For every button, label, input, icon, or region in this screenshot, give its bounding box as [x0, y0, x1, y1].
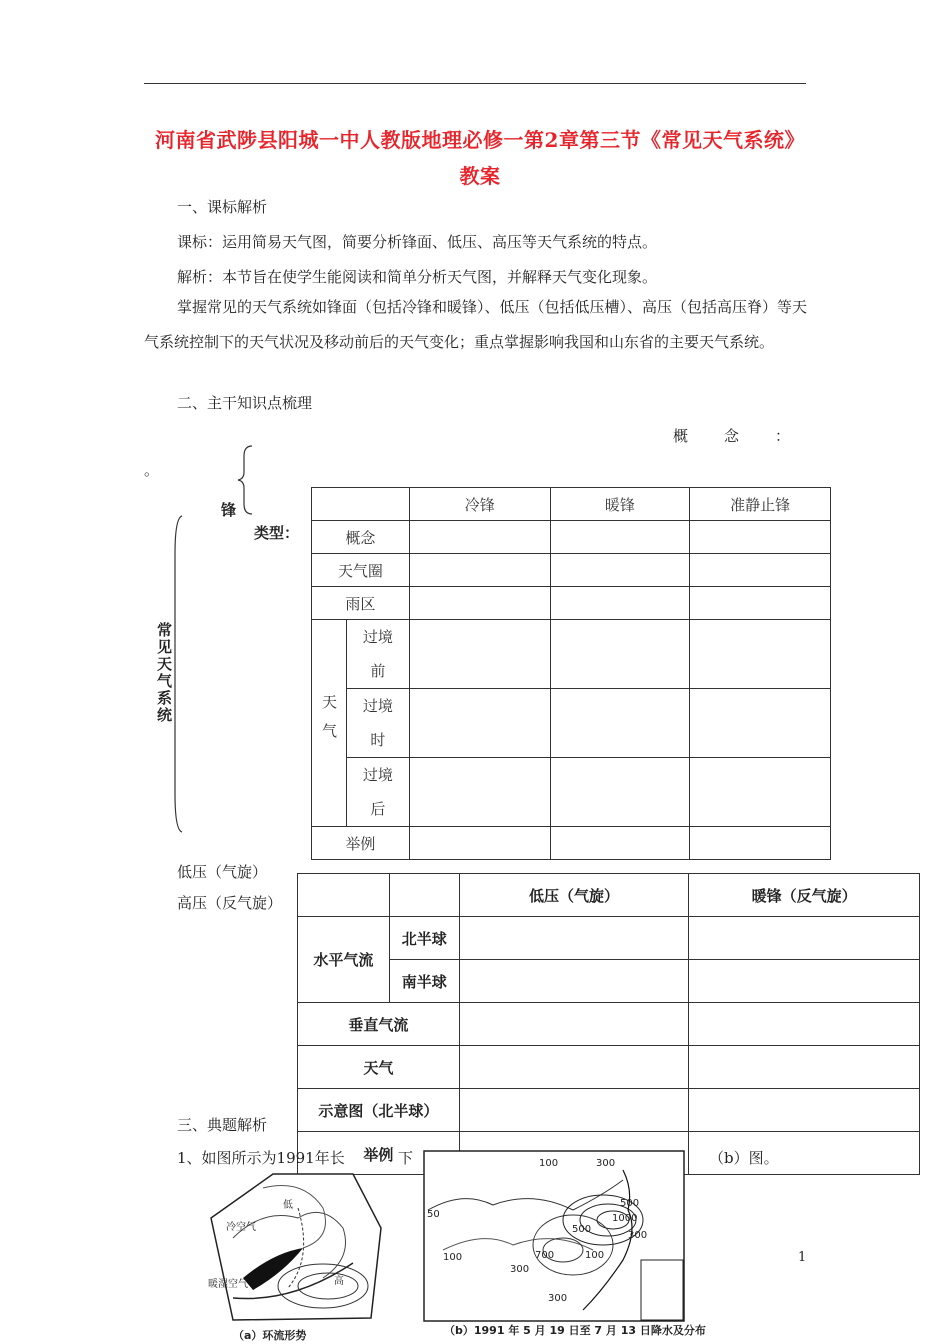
- answer-cell[interactable]: [409, 689, 550, 758]
- map-b-label: 300: [548, 1293, 568, 1304]
- answer-cell[interactable]: [690, 587, 831, 620]
- answer-cell[interactable]: [459, 1003, 689, 1046]
- answer-cell[interactable]: [690, 758, 831, 827]
- diagram-label: 示意图（北半球）: [298, 1089, 460, 1132]
- map-b-label: 100: [539, 1158, 559, 1169]
- header-cyclone: 低压（气旋）: [459, 874, 689, 917]
- row-concept-label: 概念: [312, 521, 410, 554]
- map-b-label: 300: [628, 1230, 648, 1241]
- fronts-table: [311, 487, 831, 860]
- row-example-label: 举例: [312, 827, 410, 860]
- header-cold-front: 冷锋: [409, 488, 550, 521]
- map-a-label: 高: [334, 1276, 344, 1287]
- map-b-label: 500: [620, 1198, 640, 1209]
- map-b-label: 500: [572, 1224, 592, 1235]
- horizontal-flow-label: 水平气流: [298, 917, 390, 1003]
- header-anticyclone: 暖锋（反气旋）: [689, 874, 920, 917]
- answer-cell[interactable]: [550, 758, 690, 827]
- answer-cell[interactable]: [459, 917, 689, 960]
- answer-cell[interactable]: [459, 960, 689, 1003]
- map-b-label: 50: [427, 1209, 440, 1220]
- concept-end-dot: 。: [144, 461, 160, 479]
- answer-cell[interactable]: [550, 689, 690, 758]
- map-a-caption: （a）环流形势: [233, 1329, 307, 1342]
- answer-cell[interactable]: [409, 554, 550, 587]
- south-hemisphere-label: 南半球: [389, 960, 459, 1003]
- answer-cell[interactable]: [689, 1003, 920, 1046]
- answer-cell[interactable]: [409, 521, 550, 554]
- map-a-label: 冷空气: [226, 1222, 256, 1233]
- table2-corner-b: [389, 874, 459, 917]
- zhangwo-paragraph: 掌握常见的天气系统如锋面（包括冷锋和暖锋）、低压（包括低压槽）、高压（包括高压脊）等天气系统控制下的天气状况及移动前后的天气变化；重点掌握影响我国和山东省的主要天气系统。: [144, 298, 808, 351]
- answer-cell[interactable]: [689, 960, 920, 1003]
- answer-cell[interactable]: [690, 554, 831, 587]
- header-rule: [144, 83, 806, 84]
- answer-cell[interactable]: [409, 587, 550, 620]
- answer-cell[interactable]: [550, 620, 690, 689]
- kebiao-text: 课标：运用简易天气图，简要分析锋面、低压、高压等天气系统的特点。: [177, 233, 658, 251]
- answer-cell[interactable]: [690, 827, 831, 860]
- answer-cell[interactable]: [689, 1089, 920, 1132]
- page-number: 1: [798, 1250, 807, 1265]
- document-title: 河南省武陟县阳城一中人教版地理必修一第2章第三节《常见天气系统》教案: [155, 128, 805, 188]
- map-b-caption: （b）1991 年 5 月 19 日至 7 月 13 日降水及分布: [444, 1324, 706, 1337]
- map-a-label: 暖湿空气: [208, 1279, 248, 1290]
- answer-cell[interactable]: [550, 554, 690, 587]
- map-b-label: 100: [443, 1252, 463, 1263]
- map-b-label: 300: [510, 1264, 530, 1275]
- header-warm-front: 暖锋: [550, 488, 690, 521]
- row-rain-area-label: 雨区: [312, 587, 410, 620]
- row-before-label: 过境前: [346, 620, 409, 689]
- answer-cell[interactable]: [550, 587, 690, 620]
- low-pressure-label: 低压（气旋）: [177, 863, 268, 881]
- answer-cell[interactable]: [459, 1046, 689, 1089]
- table2-corner-a: [298, 874, 390, 917]
- map-b-label: 700: [535, 1250, 555, 1261]
- answer-cell[interactable]: [689, 1046, 920, 1089]
- answer-cell[interactable]: [690, 620, 831, 689]
- circulation-map-a: [203, 1168, 385, 1328]
- answer-cell[interactable]: [550, 521, 690, 554]
- section-2-heading: 二、主干知识点梳理: [177, 394, 313, 412]
- answer-cell[interactable]: [690, 521, 831, 554]
- front-label: 锋: [221, 501, 237, 519]
- answer-cell[interactable]: [409, 620, 550, 689]
- north-hemisphere-label: 北半球: [389, 917, 459, 960]
- question-1-start: 1、如图所示为1991年长: [177, 1149, 345, 1167]
- fronts-table-corner: [312, 488, 410, 521]
- answer-cell[interactable]: [550, 827, 690, 860]
- weather-systems-label: 常见天气系统: [155, 622, 173, 724]
- question-1-mid: 下: [398, 1149, 414, 1167]
- row-during-label: 过境时: [346, 689, 409, 758]
- weather-group-label: 天气: [312, 620, 347, 827]
- vertical-flow-label: 垂直气流: [298, 1003, 460, 1046]
- question-1-end: （b）图。: [709, 1149, 779, 1167]
- concept-label: 概 念 ：: [673, 427, 793, 445]
- answer-cell[interactable]: [690, 689, 831, 758]
- section-3-heading: 三、典题解析: [177, 1116, 268, 1134]
- answer-cell[interactable]: [409, 758, 550, 827]
- example-label: 举例: [298, 1132, 460, 1175]
- answer-cell[interactable]: [459, 1089, 689, 1132]
- answer-cell[interactable]: [409, 827, 550, 860]
- map-b-label: 1000: [612, 1213, 638, 1224]
- type-label: 类型：: [254, 524, 300, 542]
- row-weather-circle-label: 天气圈: [312, 554, 410, 587]
- answer-cell[interactable]: [689, 917, 920, 960]
- section-1-heading: 一、课标解析: [177, 198, 268, 216]
- row-after-label: 过境后: [346, 758, 409, 827]
- weather-label: 天气: [298, 1046, 460, 1089]
- header-stationary-front: 准静止锋: [690, 488, 831, 521]
- high-pressure-label: 高压（反气旋）: [177, 894, 283, 912]
- map-b-label: 100: [585, 1250, 605, 1261]
- map-b-label: 300: [596, 1158, 616, 1169]
- map-a-label: 低: [283, 1200, 293, 1211]
- jiexi-text: 解析：本节旨在使学生能阅读和简单分析天气图，并解释天气变化现象。: [177, 268, 658, 286]
- front-brace: [236, 444, 256, 516]
- pressure-systems-table: [297, 873, 920, 1175]
